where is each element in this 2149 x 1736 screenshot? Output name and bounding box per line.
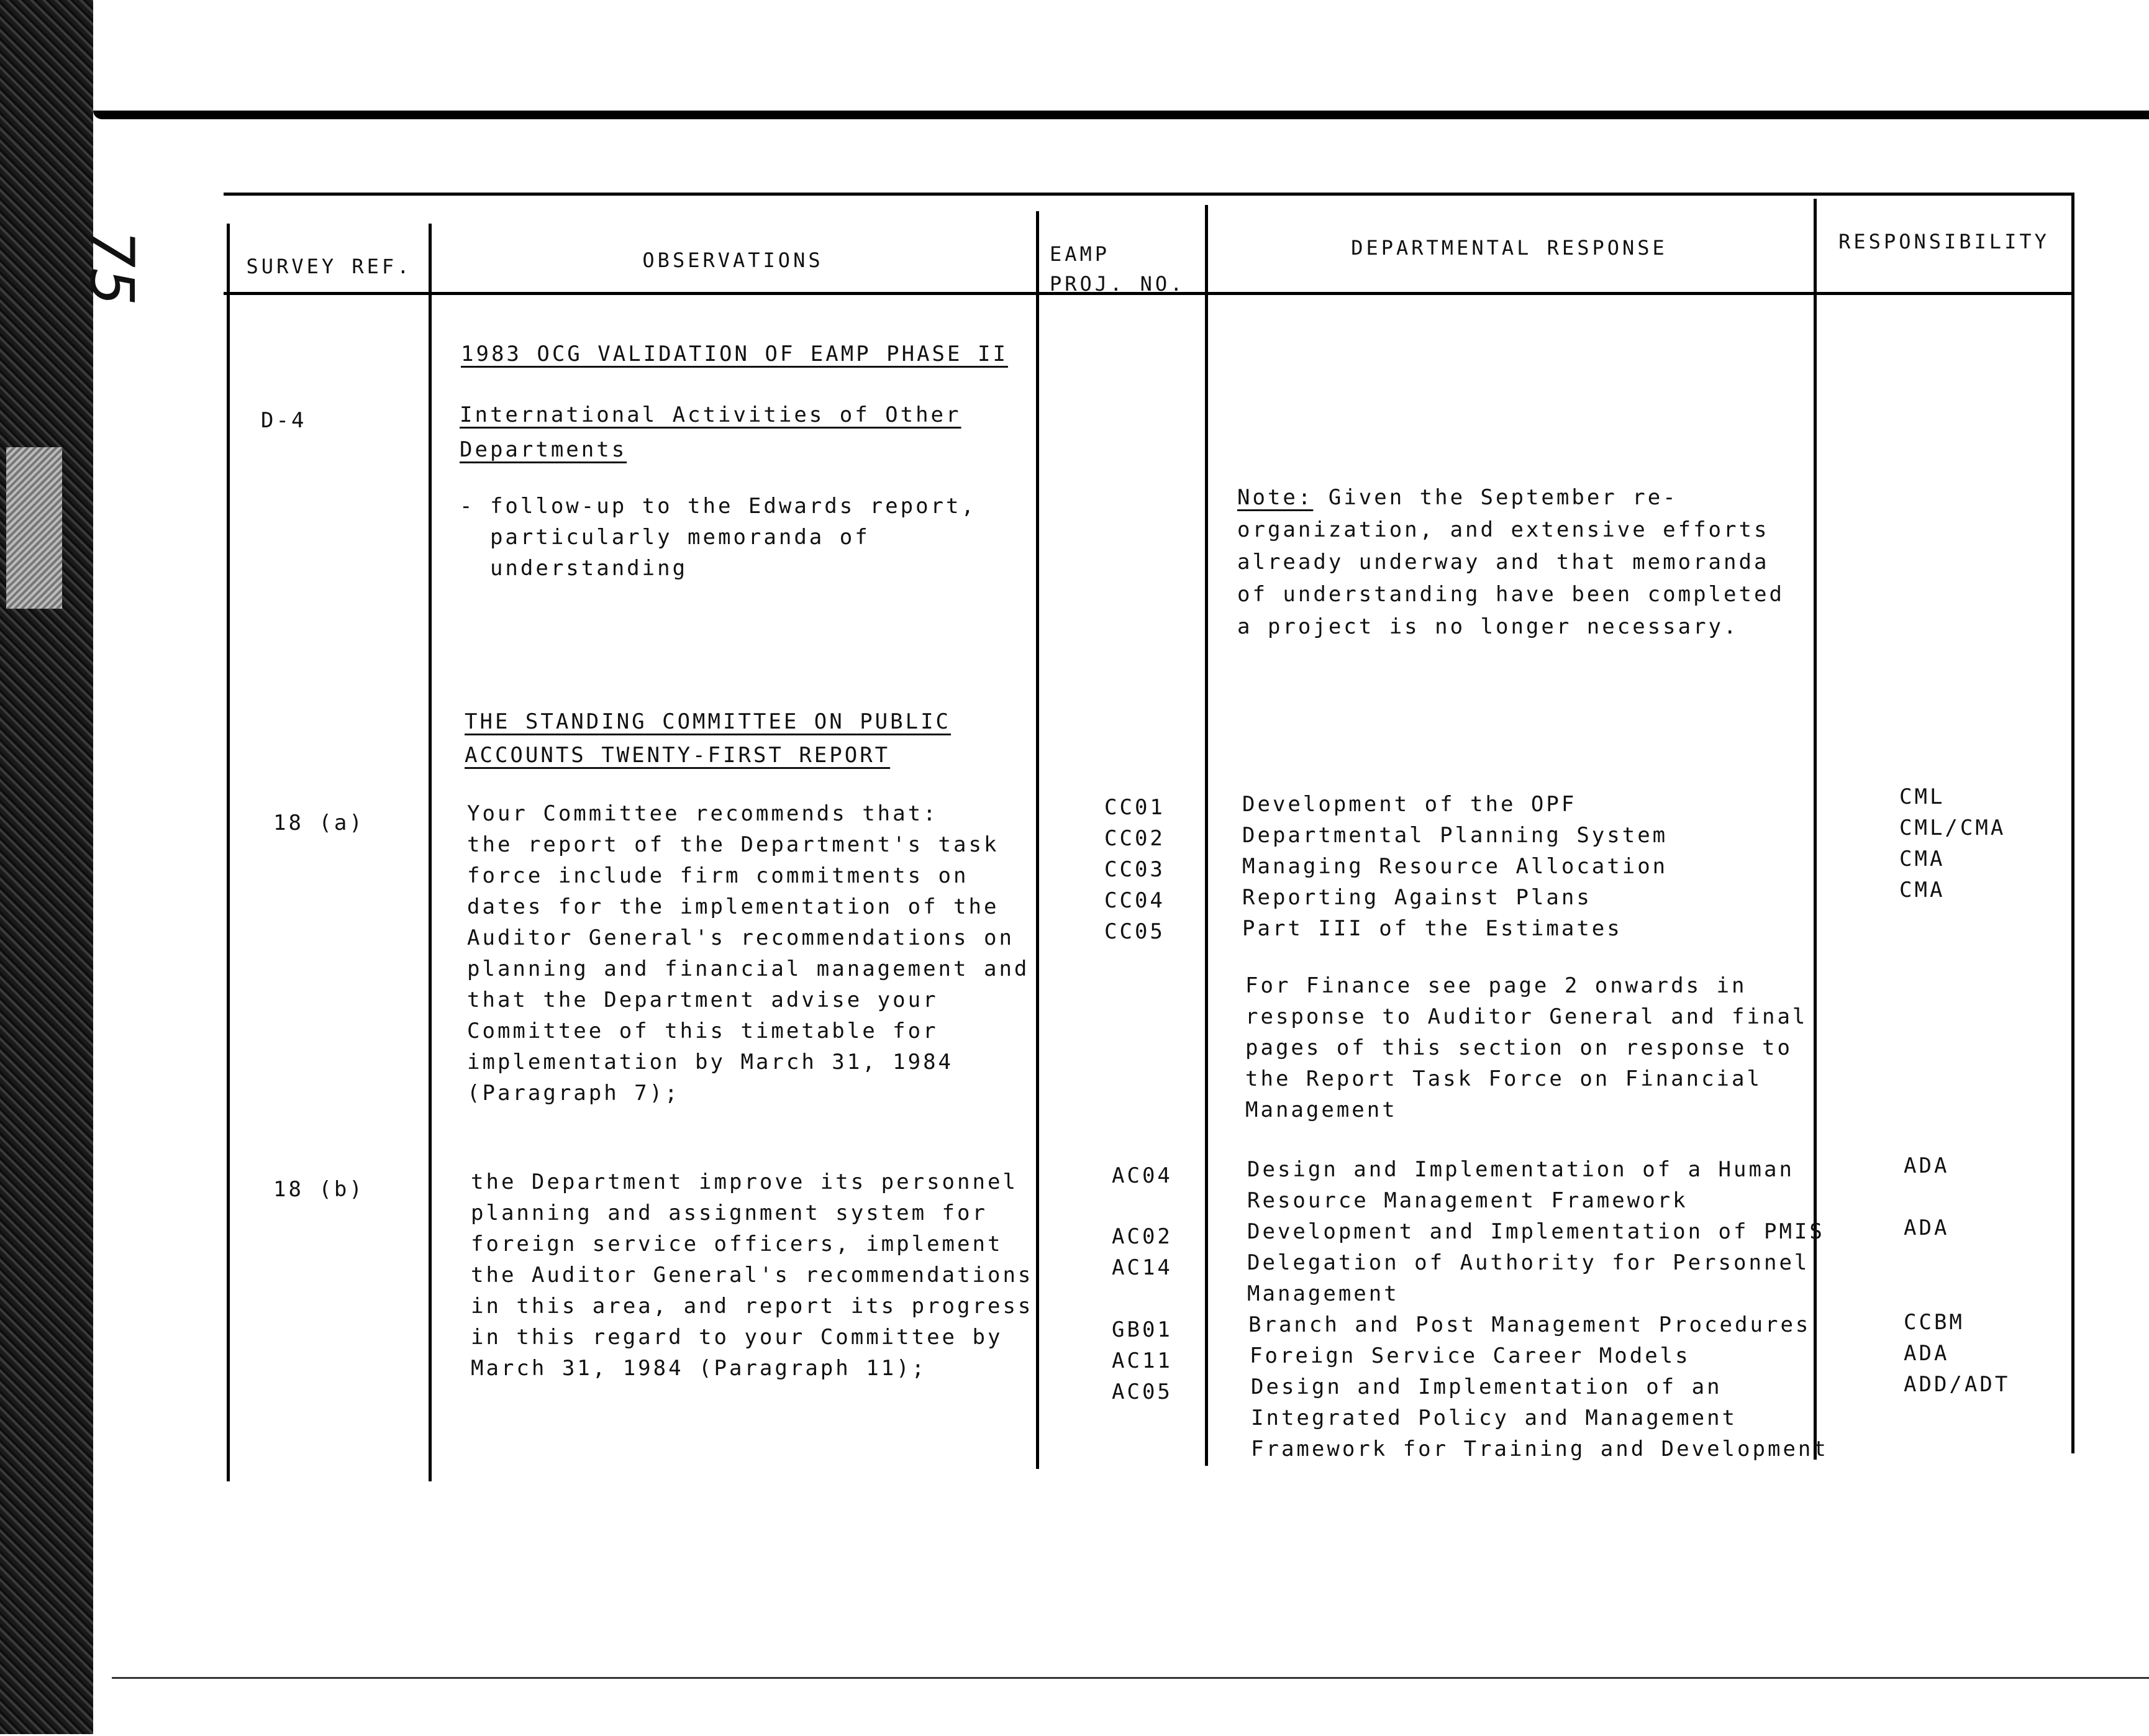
observation-line: Your Committee recommends that: [467, 801, 938, 826]
heading-line: ACCOUNTS TWENTY-FIRST REPORT [465, 743, 891, 768]
finance-line: response to Auditor General and final [1245, 1004, 1808, 1029]
finance-line: Management [1245, 1097, 1397, 1122]
observation-line: implementation by March 31, 1984 [467, 1050, 954, 1075]
response-line: Development and Implementation of PMIS [1247, 1219, 1825, 1244]
response-line: Design and Implementation of an [1251, 1375, 1722, 1399]
response-line: Resource Management Framework [1247, 1188, 1688, 1213]
heading-line: THE STANDING COMMITTEE ON PUBLIC [465, 709, 952, 734]
project-number: CC05 [1104, 919, 1165, 944]
note-line: organization, and extensive efforts [1237, 517, 1770, 542]
survey-ref-18b: 18 (b) [273, 1177, 365, 1202]
project-number: CC03 [1104, 857, 1165, 882]
response-row [1247, 1247, 1809, 1309]
col-rule-4 [1814, 199, 1817, 1460]
page-top-border [93, 111, 2149, 119]
observation-line: force include firm commitments on [467, 863, 969, 888]
observation-line: particularly memoranda of [460, 525, 870, 550]
header-observations: OBSERVATIONS [642, 248, 824, 272]
col-rule-3 [1205, 205, 1208, 1466]
observation-line: March 31, 1984 (Paragraph 11); [471, 1356, 927, 1381]
section-heading-standing-committee [465, 705, 951, 772]
project-number: AC14 [1112, 1255, 1173, 1280]
response-line: Management [1247, 1281, 1399, 1306]
note-line: Given the September re- [1328, 485, 1678, 510]
response-line: Part III of the Estimates [1242, 916, 1622, 941]
response-line: Integrated Policy and Management [1251, 1406, 1738, 1430]
observation-line: Committee of this timetable for [467, 1019, 938, 1043]
project-number: CC01 [1104, 795, 1165, 820]
page-top-margin [93, 0, 2149, 109]
col-rule-1 [429, 224, 432, 1481]
responsibilities-18a [1899, 781, 2006, 906]
observation-line: that the Department advise your [467, 988, 938, 1012]
responsibility-code: ADA [1904, 1153, 1950, 1178]
observation-line: in this area, and report its progress [471, 1294, 1034, 1319]
observation-line: planning and assignment system for [471, 1201, 988, 1225]
responsibility-code: CML/CMA [1899, 816, 2006, 840]
finance-line: the Report Task Force on Financial [1245, 1066, 1762, 1091]
observation-line: - follow-up to the Edwards report, [460, 494, 976, 519]
survey-ref-18a: 18 (a) [273, 811, 365, 835]
finance-note [1245, 970, 1807, 1125]
responsibility-code: ADA [1904, 1341, 1950, 1366]
col-rule-0 [227, 224, 230, 1481]
observation-line: dates for the implementation of the [467, 894, 999, 919]
observation-line: foreign service officers, implement [471, 1232, 1003, 1257]
note-label: Note: [1237, 485, 1314, 510]
page-bottom-edge [112, 1677, 2149, 1736]
response-line: Branch and Post Management Procedures [1248, 1312, 1811, 1337]
survey-ref-d4: D-4 [261, 408, 307, 433]
header-eamp-proj-no: EAMP PROJ. NO. [1050, 242, 1186, 296]
header-survey-ref: SURVEY REF. [246, 255, 412, 278]
project-number: CC02 [1104, 826, 1165, 851]
col-rule-2 [1036, 211, 1039, 1469]
response-row [1251, 1371, 1829, 1465]
response-line: Foreign Service Career Models [1250, 1343, 1691, 1368]
response-line: Framework for Training and Development [1251, 1437, 1829, 1461]
observation-title [460, 398, 961, 467]
binder-label-patch [6, 447, 62, 609]
observation-title-line: International Activities of Other [460, 402, 961, 427]
observation-18a [467, 798, 1029, 1109]
responsibility-code: ADA [1904, 1216, 1950, 1240]
observation-line: (Paragraph 7); [467, 1081, 680, 1106]
responses-18a [1242, 789, 1668, 944]
responsibility-code: CCBM [1904, 1310, 1965, 1335]
project-number: AC05 [1112, 1379, 1173, 1404]
responsibility-code: ADD/ADT [1904, 1372, 2010, 1397]
note-line: of understanding have been completed [1237, 582, 1784, 607]
response-line: Departmental Planning System [1242, 823, 1668, 848]
response-line: Design and Implementation of a Human [1247, 1157, 1794, 1182]
observation-line: understanding [460, 556, 688, 581]
response-line: Development of the OPF [1242, 792, 1577, 817]
observation-18b [471, 1166, 1033, 1384]
response-row [1247, 1216, 1825, 1247]
observation-d4 [460, 491, 976, 584]
note-line: a project is no longer necessary. [1237, 614, 1739, 639]
header-departmental-response: DEPARTMENTAL RESPONSE [1351, 236, 1668, 260]
observation-line: in this regard to your Committee by [471, 1325, 1003, 1350]
response-row [1247, 1154, 1794, 1216]
project-numbers-18a [1104, 792, 1165, 947]
responsibility-code: CMA [1899, 878, 1945, 902]
section-heading-ocg-validation: 1983 OCG VALIDATION OF EAMP PHASE II [461, 342, 1008, 366]
col-rule-5 [2071, 193, 2074, 1453]
table-top-border [224, 193, 2074, 196]
response-line: Managing Resource Allocation [1242, 854, 1668, 879]
responsibility-code: CML [1899, 784, 1945, 809]
observation-title-line: Departments [460, 437, 627, 462]
finance-line: pages of this section on response to [1245, 1035, 1792, 1060]
observation-line: the Auditor General's recommendations [471, 1263, 1034, 1288]
observation-line: planning and financial management and [467, 957, 1030, 981]
project-number: CC04 [1104, 888, 1165, 913]
observation-line: the report of the Department's task [467, 832, 999, 857]
page-number: 75 [77, 230, 147, 306]
response-line: Reporting Against Plans [1242, 885, 1592, 910]
finance-line: For Finance see page 2 onwards in [1245, 973, 1747, 998]
observation-line: the Department improve its personnel [471, 1170, 1018, 1194]
note-response-d4 [1237, 481, 1784, 643]
project-number: GB01 [1112, 1317, 1173, 1342]
response-line: Delegation of Authority for Personnel [1247, 1250, 1810, 1275]
project-number: AC02 [1112, 1224, 1173, 1249]
observation-line: Auditor General's recommendations on [467, 925, 1014, 950]
header-responsibility: RESPONSIBILITY [1838, 230, 2050, 253]
note-line: already underway and that memoranda [1237, 550, 1770, 575]
response-row [1250, 1340, 1691, 1371]
project-number: AC04 [1112, 1163, 1173, 1188]
responsibility-code: CMA [1899, 847, 1945, 871]
response-row [1248, 1309, 1811, 1340]
project-number: AC11 [1112, 1348, 1173, 1373]
